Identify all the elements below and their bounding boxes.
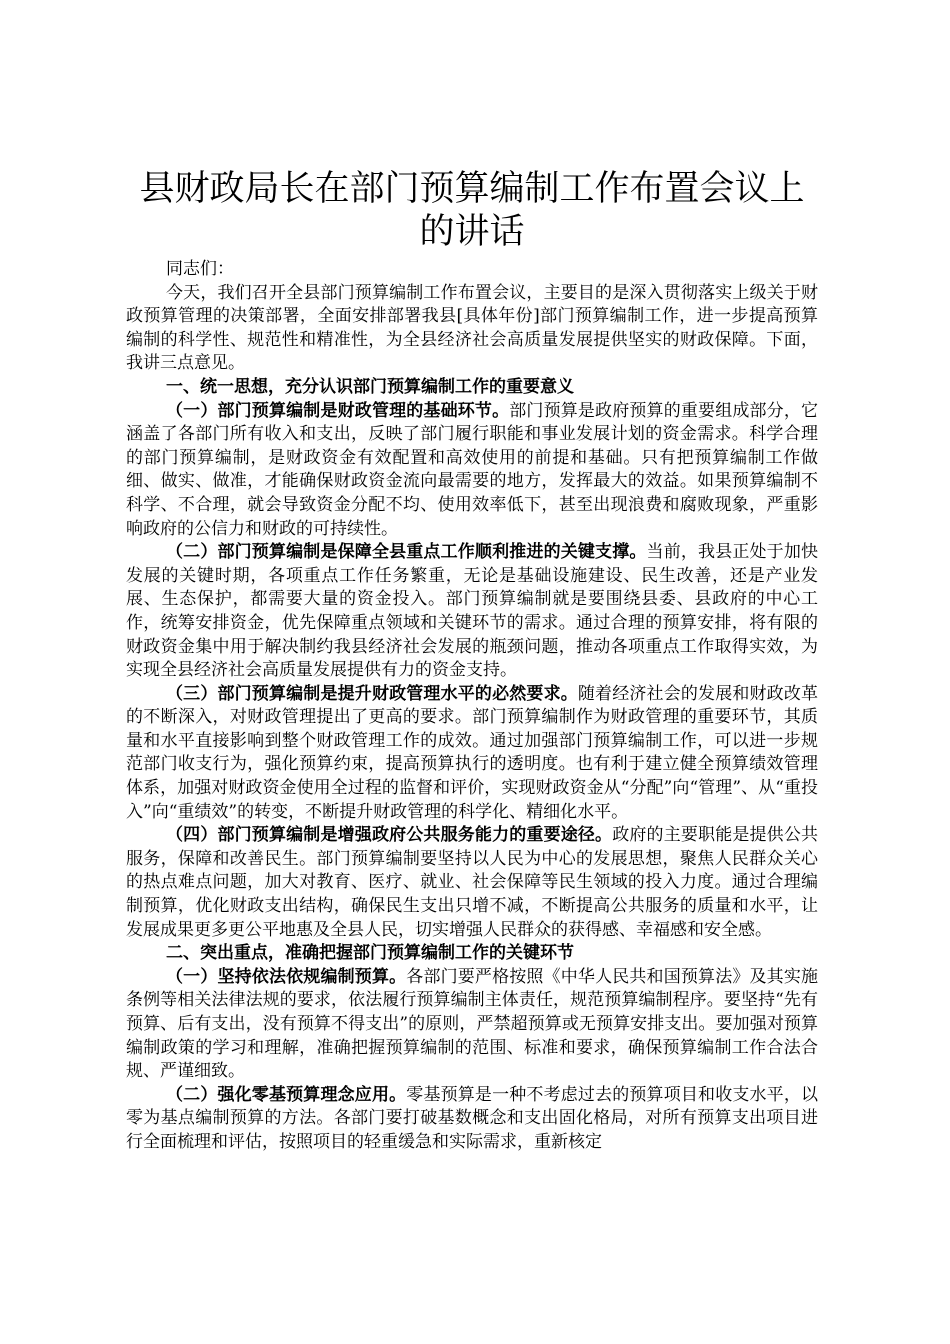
document-title: 县财政局长在部门预算编制工作布置会议上的讲话 [139, 169, 805, 252]
document-page [126, 168, 818, 1155]
paragraph-2-2 [126, 1084, 818, 1155]
paragraph-lead: （四）部门预算编制是增强政府公共服务能力的重要途径。 [166, 825, 613, 846]
paragraph-text: 部门预算是政府预算的重要组成部分，它涵盖了各部门所有收入和支出，反映了部门履行职能和事业发展计划的资金需求。科学合理的部门预算编制，是财政资金有效配置和高效使用的前提和基础。只有把预算编制工作做细、做实、做准，才能确保财政资金流向最需要的地方，发挥最大的效益。如果预算编制不科学、不合理，就会导致资金分配不均、使用效率低下，甚至出现浪费和腐败现象，严重影响政府的公信力和财政的可持续性。 [126, 400, 819, 539]
paragraph-lead: （三）部门预算编制是提升财政管理水平的必然要求。 [166, 683, 578, 704]
paragraph-text: 各部门要严格按照《中华人民共和国预算法》及其实施条例等相关法律法规的要求，依法履行预算编制主体责任，规范预算编制程序。要坚持“先有预算、后有支出，没有预算不得支出”的原则，严禁超预算或无预算安排支出。要加强对预算编制政策的学习和理解，准确把握预算编制的范围、标准和要求，确保预算编制工作合法合规、严谨细致。 [126, 966, 819, 1082]
paragraph-2-1 [126, 966, 818, 1084]
salutation: 同志们： [166, 259, 234, 279]
paragraph-lead: （二）部门预算编制是保障全县重点工作顺利推进的关键支撑。 [166, 542, 647, 563]
paragraph-text: 零基预算是一种不考虑过去的预算项目和收支水平，以零为基点编制预算的方法。各部门要打破基数概念和支出固化格局，对所有预算支出项目进行全面梳理和评估，按照项目的轻重缓急和实际需求，重新核定 [126, 1084, 819, 1152]
paragraph-lead: （一）坚持依法依规编制预算。 [166, 966, 407, 987]
paragraph-lead: （二）强化零基预算理念应用。 [166, 1084, 407, 1105]
paragraph-1-2 [126, 541, 818, 683]
paragraph-text: 随着经济社会的发展和财政改革的不断深入，对财政管理提出了更高的要求。部门预算编制作为财政管理的重要环节，其质量和水平直接影响到整个财政管理工作的成效。通过加强部门预算编制工作，可以进一步规范部门收支行为，强化预算约束，提高预算执行的透明度。也有利于建立健全预算绩效管理体系，加强对财政资金使用全过程的监督和评价，实现财政资金从“分配”向“管理”、从“重投入”向“重绩效”的转变，不断提升财政管理的科学化、精细化水平。 [126, 683, 818, 822]
section-heading-1: 一、统一思想，充分认识部门预算编制工作的重要意义 [166, 376, 574, 397]
paragraph-1-3 [126, 683, 818, 825]
paragraph-text: 政府的主要职能是提供公共服务，保障和改善民生。部门预算编制要坚持以人民为中心的发展思想，聚焦人民群众关心的热点难点问题，加大对教育、医疗、就业、社会保障等民生领域的投入力度。通过合理编制预算，优化财政支出结构，确保民生支出只增不减，不断提高公共服务的质量和水平，让发展成果更多更公平地惠及全县人民，切实增强人民群众的获得感、幸福感和安全感。 [126, 825, 819, 940]
paragraph-1-1 [126, 400, 818, 542]
section-heading-2: 二、突出重点，准确把握部门预算编制工作的关键环节 [166, 943, 574, 964]
paragraph-1-4 [126, 824, 818, 942]
paragraph-lead: （一）部门预算编制是财政管理的基础环节。 [166, 400, 510, 421]
intro-paragraph: 今天，我们召开全县部门预算编制工作布置会议，主要目的是深入贯彻落实上级关于财政预算管理的决策部署，全面安排部署我县[具体年份]部门预算编制工作，进一步提高预算编制的科学性、规范性和精准性，为全县经济社会高质量发展提供坚实的财政保障。下面，我讲三点意见。 [126, 282, 818, 374]
paragraph-text: 当前，我县正处于加快发展的关键时期，各项重点工作任务繁重，无论是基础设施建设、民生改善，还是产业发展、生态保护，都需要大量的资金投入。部门预算编制就是要围绕县委、县政府的中心工作，统筹安排资金，优先保障重点领域和关键环节的需求。通过合理的预算安排，将有限的财政资金集中用于解决制约我县经济社会发展的瓶颈问题，推动各项重点工作取得实效，为实现全县经济社会高质量发展提供有力的资金支持。 [126, 542, 819, 681]
